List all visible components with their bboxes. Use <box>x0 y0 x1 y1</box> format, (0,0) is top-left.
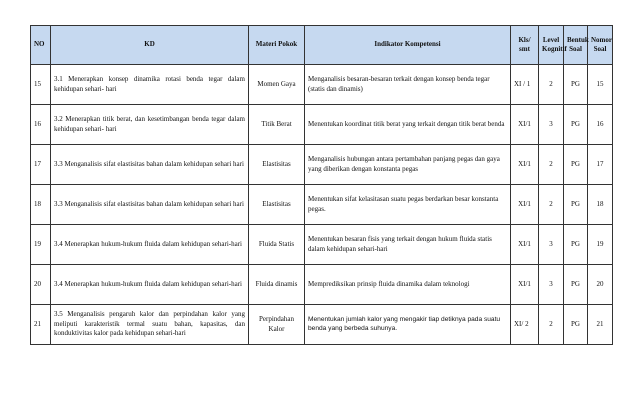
cell-indikator: Menganalisis hubungan antara pertambahan panjang pegas dan gaya yang diberikan dengan konstanta pegas <box>305 145 511 185</box>
table-row <box>31 225 613 265</box>
header-bentuk: Bentuk Soal <box>564 26 588 65</box>
cell-materi: Fluida dinamis <box>249 265 305 305</box>
cell-no: 17 <box>31 145 51 185</box>
cell-materi: Momen Gaya <box>249 65 305 105</box>
cell-kd: 3.3 Menganalisis sifat elastisitas bahan dalam kehidupan sehari hari <box>51 185 249 225</box>
table-row <box>31 305 613 345</box>
cell-indikator: Menentukan jumlah kalor yang mengakir tiap detiknya pada suatu benda yang berbeda suhunya. <box>305 305 511 345</box>
cell-materi: Perpindahan Kalor <box>249 305 305 345</box>
cell-kls: XI/1 <box>511 265 539 305</box>
cell-no: 21 <box>31 305 51 345</box>
cell-nomor: 17 <box>588 145 613 185</box>
cell-nomor: 20 <box>588 265 613 305</box>
cell-level: 3 <box>539 105 564 145</box>
kisi-kisi-table <box>30 25 613 345</box>
cell-nomor: 18 <box>588 185 613 225</box>
cell-materi: Fluida Statis <box>249 225 305 265</box>
cell-nomor: 21 <box>588 305 613 345</box>
cell-no: 19 <box>31 225 51 265</box>
cell-bentuk: PG <box>564 145 588 185</box>
cell-level: 2 <box>539 305 564 345</box>
cell-kls: XI/1 <box>511 105 539 145</box>
header-indikator: Indikator Kompetensi <box>305 26 511 65</box>
header-materi: Materi Pokok <box>249 26 305 65</box>
cell-kd: 3.1 Menerapkan konsep dinamika rotasi benda tegar dalam kehidupan sehari- hari <box>51 65 249 105</box>
cell-indikator: Menganalisis besaran-besaran terkait dengan konsep benda tegar (statis dan dinamis) <box>305 65 511 105</box>
cell-indikator: Memprediksikan prinsip fluida dinamika dalam teknologi <box>305 265 511 305</box>
header-nomor: Nomor Soal <box>588 26 613 65</box>
cell-no: 15 <box>31 65 51 105</box>
cell-bentuk: PG <box>564 225 588 265</box>
table-row <box>31 65 613 105</box>
cell-nomor: 15 <box>588 65 613 105</box>
header-row <box>31 26 613 65</box>
cell-materi: Elastisitas <box>249 145 305 185</box>
cell-kd: 3.5 Menganalisis pengaruh kalor dan perpindahan kalor yang meliputi karakteristik termal suatu bahan, kapasitas, dan konduktivitas kalor pada kehidupan sehari-hari <box>51 305 249 345</box>
table-row <box>31 145 613 185</box>
cell-kd: 3.4 Menerapkan hukum-hukum fluida dalam kehidupan sehari-hari <box>51 225 249 265</box>
cell-level: 2 <box>539 65 564 105</box>
cell-level: 3 <box>539 225 564 265</box>
cell-nomor: 16 <box>588 105 613 145</box>
cell-no: 18 <box>31 185 51 225</box>
cell-kd: 3.3 Menganalisis sifat elastisitas bahan dalam kehidupan sehari hari <box>51 145 249 185</box>
cell-bentuk: PG <box>564 185 588 225</box>
cell-bentuk: PG <box>564 65 588 105</box>
header-level: Level Kognitif <box>539 26 564 65</box>
table-row <box>31 105 613 145</box>
cell-bentuk: PG <box>564 305 588 345</box>
cell-kls: XI/1 <box>511 225 539 265</box>
header-kls: Kls/ smt <box>511 26 539 65</box>
cell-indikator: Menentukan koordinat titik berat yang terkait dengan titik berat benda <box>305 105 511 145</box>
cell-level: 3 <box>539 265 564 305</box>
cell-materi: Titik Berat <box>249 105 305 145</box>
cell-level: 2 <box>539 185 564 225</box>
cell-kls: XI/1 <box>511 185 539 225</box>
cell-indikator: Menentukan sifat kelasitasan suatu pegas berdarkan besar konstanta pegas. <box>305 185 511 225</box>
table-row <box>31 185 613 225</box>
cell-kls: XI / 1 <box>511 65 539 105</box>
cell-indikator: Menentukan besaran fisis yang terkait dengan hukum fluida statis dalam kehidupan sehari-hari <box>305 225 511 265</box>
cell-bentuk: PG <box>564 105 588 145</box>
cell-nomor: 19 <box>588 225 613 265</box>
cell-kls: XI/1 <box>511 145 539 185</box>
header-kd: KD <box>51 26 249 65</box>
header-no: NO <box>31 26 51 65</box>
cell-materi: Elastisitas <box>249 185 305 225</box>
table-row <box>31 265 613 305</box>
cell-bentuk: PG <box>564 265 588 305</box>
cell-level: 2 <box>539 145 564 185</box>
cell-kd: 3.4 Menerapkan hukum-hukum fluida dalam kehidupan sehari-hari <box>51 265 249 305</box>
cell-kls: XI/ 2 <box>511 305 539 345</box>
cell-kd: 3.2 Menerapkan titik berat, dan kesetimbangan benda tegar dalam kehidupan sehari- hari <box>51 105 249 145</box>
cell-no: 16 <box>31 105 51 145</box>
cell-no: 20 <box>31 265 51 305</box>
